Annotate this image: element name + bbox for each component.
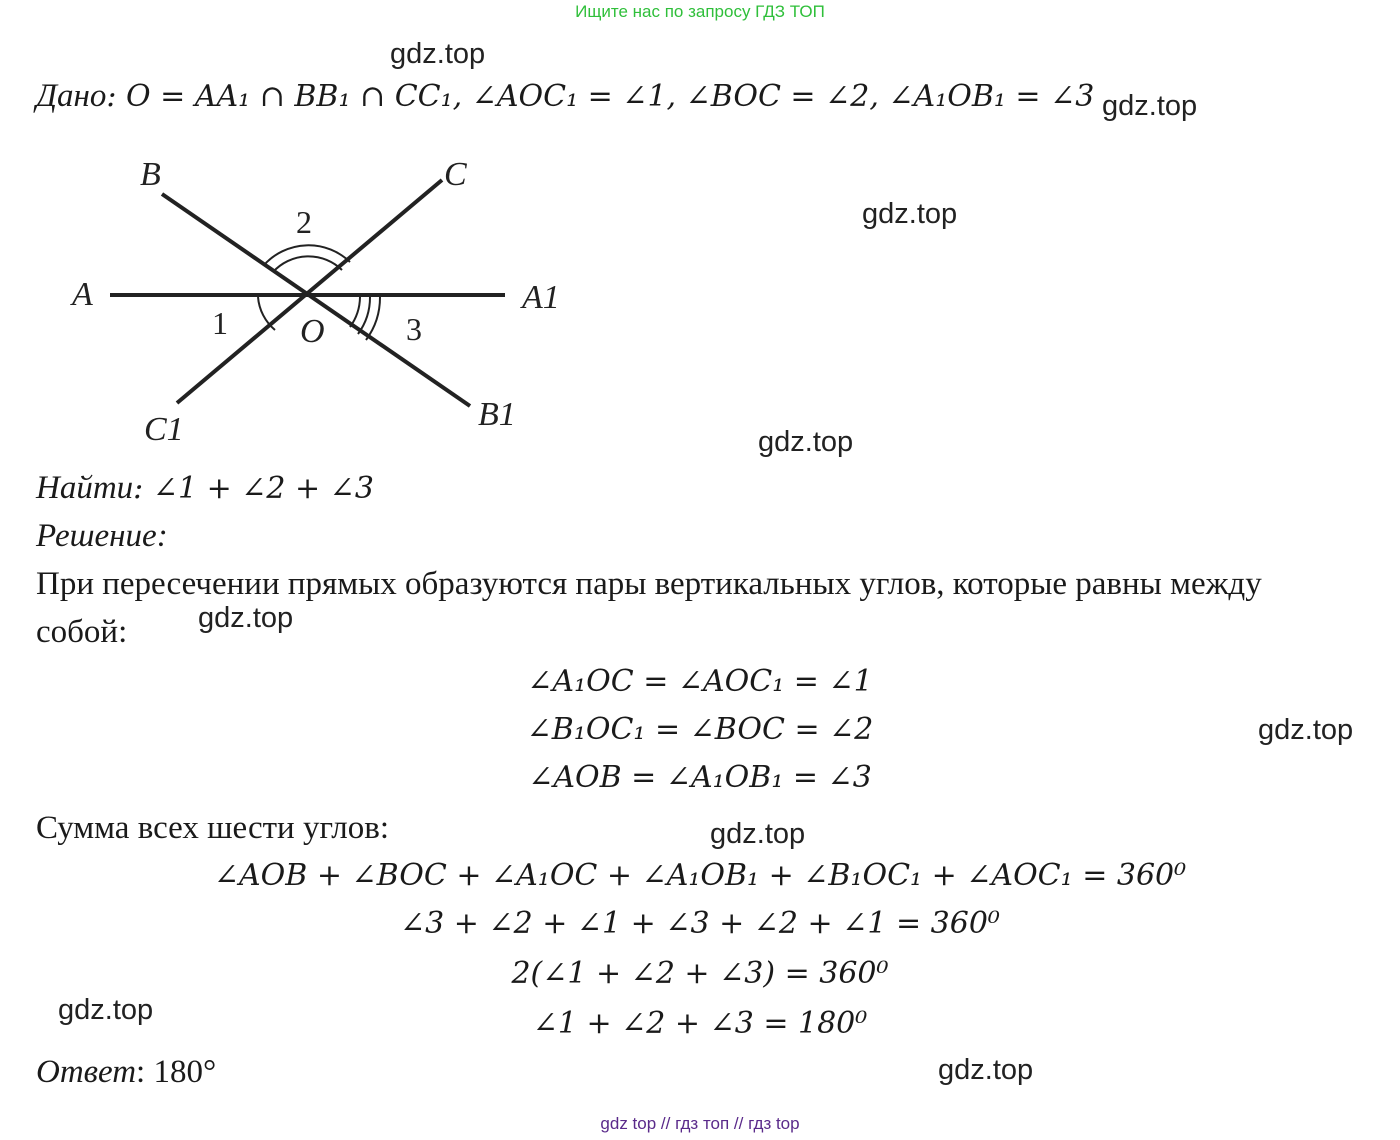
find-line [36,470,374,507]
point-c1-label: C1 [144,411,184,448]
angle-3-label: 3 [406,311,422,347]
point-c-label: C [444,156,467,193]
angle-2-label: 2 [296,204,312,240]
find-formula: : ∠1 + ∠2 + ∠3 [133,471,374,506]
point-a-label: A [72,276,93,313]
angle-2-arc [264,245,350,265]
solution-label: Решение: [36,518,168,554]
answer-line [36,1054,216,1091]
angle-2-arc-inner [273,256,342,272]
given-label: Дано [36,78,107,114]
watermark: gdz.top [758,426,854,458]
given-line [36,78,1094,115]
watermark: gdz.top [1258,714,1354,746]
vertical-angles-eq-1: ∠A₁OC = ∠AOC₁ = ∠1 [527,664,873,699]
angle-1-label: 1 [212,305,228,341]
point-b-label: B [140,156,161,193]
vertical-angles-eq-2: ∠B₁OC₁ = ∠BOC = ∠2 [526,712,874,747]
find-label: Найти [36,470,134,506]
point-a1-label: A1 [522,279,560,316]
watermark: gdz.top [198,602,294,634]
answer-value: : 180° [136,1054,217,1090]
watermark: gdz.top [58,994,154,1026]
lines-intersection-figure [60,150,600,460]
sum-eq-4: ∠1 + ∠2 + ∠3 = 180⁰ [532,1006,868,1041]
vertical-angles-eq-3: ∠AOB = ∠A₁OB₁ = ∠3 [528,760,872,795]
footer-links[interactable]: gdz top // гдз топ // гдз top [600,1114,800,1133]
watermark: gdz.top [1102,90,1198,122]
watermark: gdz.top [710,818,806,850]
point-b1-label: B1 [478,396,516,433]
sum-eq-3: 2(∠1 + ∠2 + ∠3) = 360⁰ [511,956,889,991]
watermark: gdz.top [938,1054,1034,1086]
solution-text-line1: При пересечении прямых образуются пары вертикальных углов, которые равны между [36,566,1262,602]
sum-text: Сумма всех шести углов: [36,810,390,846]
sum-eq-2: ∠3 + ∠2 + ∠1 + ∠3 + ∠2 + ∠1 = 360⁰ [400,906,1000,941]
top-banner[interactable]: Ищите нас по запросу ГДЗ ТОП [575,2,825,21]
point-o-label: O [300,313,325,350]
solution-text-line2: собой: [36,614,128,650]
answer-label: Ответ [36,1054,137,1090]
watermark: gdz.top [390,38,486,70]
given-formula: : O = AA₁ ∩ BB₁ ∩ CC₁, ∠AOC₁ = ∠1, ∠BOC = ∠2, ∠A₁OB₁ = ∠3 [106,79,1095,114]
watermark: gdz.top [862,198,958,230]
sum-eq-1: ∠AOB + ∠BOC + ∠A₁OC + ∠A₁OB₁ + ∠B₁OC₁ + ∠AOC₁ = 360⁰ [213,858,1187,893]
